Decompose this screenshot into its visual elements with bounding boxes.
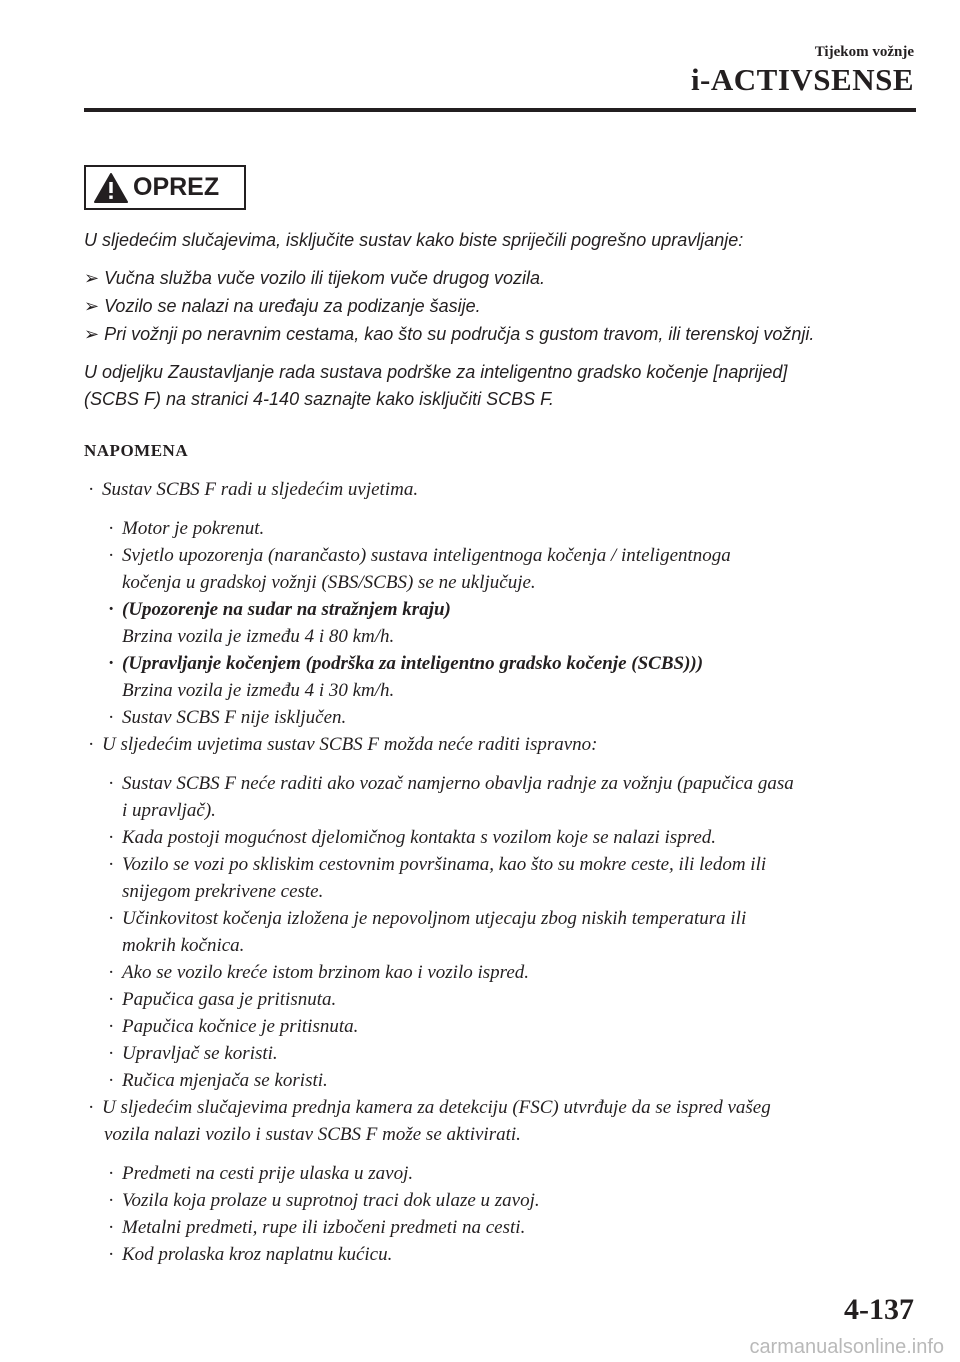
bullet-dot: · (108, 989, 115, 1010)
note-subitem: · Predmeti na cesti prije ulaska u zavoj. (108, 1163, 414, 1184)
caution-reference: U odjeljku Zaustavljanje rada sustava podrške za inteligentno gradsko kočenje [naprijed] (84, 362, 788, 382)
note-subitem-continued: Brzina vozila je između 4 i 30 km/h. (122, 680, 395, 701)
watermark: carmanualsonline.info (749, 1336, 944, 1358)
bullet-dot: · (88, 734, 95, 755)
note-subitem: · Kod prolaska kroz naplatnu kućicu. (108, 1244, 393, 1265)
arrow-bullet-icon: ➢ (84, 296, 100, 316)
note-subitem: · Svjetlo upozorenja (narančasto) sustava inteligentnoga kočenja / inteligentnoga (108, 545, 731, 566)
note-bullet-continued: vozila nalazi vozilo i sustav SCBS F može se aktivirati. (104, 1124, 521, 1145)
caution-item: ➢ Vozilo se nalazi na uređaju za podizanje šasije. (84, 296, 481, 316)
bullet-dot: · (108, 1043, 115, 1064)
note-subitem: · Učinkovitost kočenja izložena je nepovoljnom utjecaju zbog niskih temperatura ili (108, 908, 747, 929)
note-subitem-continued: Brzina vozila je između 4 i 80 km/h. (122, 626, 395, 647)
bullet-dot: · (108, 1244, 115, 1265)
note-subitem: · (Upravljanje kočenjem (podrška za inteligentno gradsko kočenje (SCBS))) (108, 653, 704, 674)
bullet-dot: · (108, 545, 115, 566)
caution-item: ➢ Vučna služba vuče vozilo ili tijekom vuče drugog vozila. (84, 268, 545, 288)
page-number: 4-137 (844, 1293, 914, 1326)
note-subitem: · Papučica gasa je pritisnuta. (108, 989, 337, 1010)
note-subitem: · Upravljač se koristi. (108, 1043, 278, 1064)
bullet-dot: · (108, 1190, 115, 1211)
note-subitem: · Sustav SCBS F nije isključen. (108, 707, 347, 728)
warning-triangle-icon (93, 172, 129, 204)
bullet-dot: · (108, 962, 115, 983)
note-subitem: · Papučica kočnice je pritisnuta. (108, 1016, 359, 1037)
bullet-dot: · (108, 1016, 115, 1037)
note-subitem: · Motor je pokrenut. (108, 518, 265, 539)
bullet-dot: · (108, 854, 115, 875)
note-subitem: · (Upozorenje na sudar na stražnjem kraju) (108, 599, 451, 620)
note-subitem-continued: kočenja u gradskoj vožnji (SBS/SCBS) se ne uključuje. (122, 572, 536, 593)
note-heading: NAPOMENA (84, 441, 189, 460)
caution-box (84, 165, 246, 210)
bullet-dot: · (108, 707, 115, 728)
note-subitem: · Sustav SCBS F neće raditi ako vozač namjerno obavlja radnje za vožnju (papučica gasa (108, 773, 794, 794)
bullet-dot: · (88, 479, 95, 500)
note-bullet: · U sljedećim uvjetima sustav SCBS F možda neće raditi ispravno: (88, 734, 598, 755)
note-subitem-continued: mokrih kočnica. (122, 935, 245, 956)
bullet-dot: · (108, 908, 115, 929)
note-bullet: · U sljedećim slučajevima prednja kamera za detekciju (FSC) utvrđuje da se ispred vašeg (88, 1097, 771, 1118)
arrow-bullet-icon: ➢ (84, 324, 100, 344)
bullet-dot: · (108, 1217, 115, 1238)
bullet-dot: · (108, 599, 115, 620)
header-section: Tijekom vožnje (814, 44, 914, 60)
note-bullet: · Sustav SCBS F radi u sljedećim uvjetima. (88, 479, 419, 500)
note-subitem-continued: i upravljač). (122, 800, 216, 821)
bullet-dot: · (108, 1163, 115, 1184)
caution-label: OPREZ (133, 173, 220, 201)
bullet-dot: · (108, 653, 115, 674)
header-rule (84, 108, 916, 112)
note-subitem: · Ako se vozilo kreće istom brzinom kao i vozilo ispred. (108, 962, 530, 983)
note-subitem: · Ručica mjenjača se koristi. (108, 1070, 328, 1091)
caution-reference: (SCBS F) na stranici 4-140 saznajte kako isključiti SCBS F. (84, 389, 554, 409)
bullet-dot: · (108, 1070, 115, 1091)
bullet-dot: · (88, 1097, 95, 1118)
note-subitem: · Vozila koja prolaze u suprotnoj traci dok ulaze u zavoj. (108, 1190, 540, 1211)
bullet-dot: · (108, 518, 115, 539)
caution-item: ➢ Pri vožnji po neravnim cestama, kao što su područja s gustom travom, ili terenskoj vožnji. (84, 324, 815, 344)
bullet-dot: · (108, 773, 115, 794)
bullet-dot: · (108, 827, 115, 848)
caution-intro: U sljedećim slučajevima, isključite sustav kako biste spriječili pogrešno upravljanje: (84, 230, 744, 250)
header-title: i-ACTIVSENSE (690, 62, 914, 97)
note-subitem: · Metalni predmeti, rupe ili izbočeni predmeti na cesti. (108, 1217, 526, 1238)
note-subitem-continued: snijegom prekrivene ceste. (122, 881, 324, 902)
note-subitem: · Kada postoji mogućnost djelomičnog kontakta s vozilom koje se nalazi ispred. (108, 827, 717, 848)
arrow-bullet-icon: ➢ (84, 268, 100, 288)
note-subitem: · Vozilo se vozi po skliskim cestovnim površinama, kao što su mokre ceste, ili ledom ili (108, 854, 767, 875)
